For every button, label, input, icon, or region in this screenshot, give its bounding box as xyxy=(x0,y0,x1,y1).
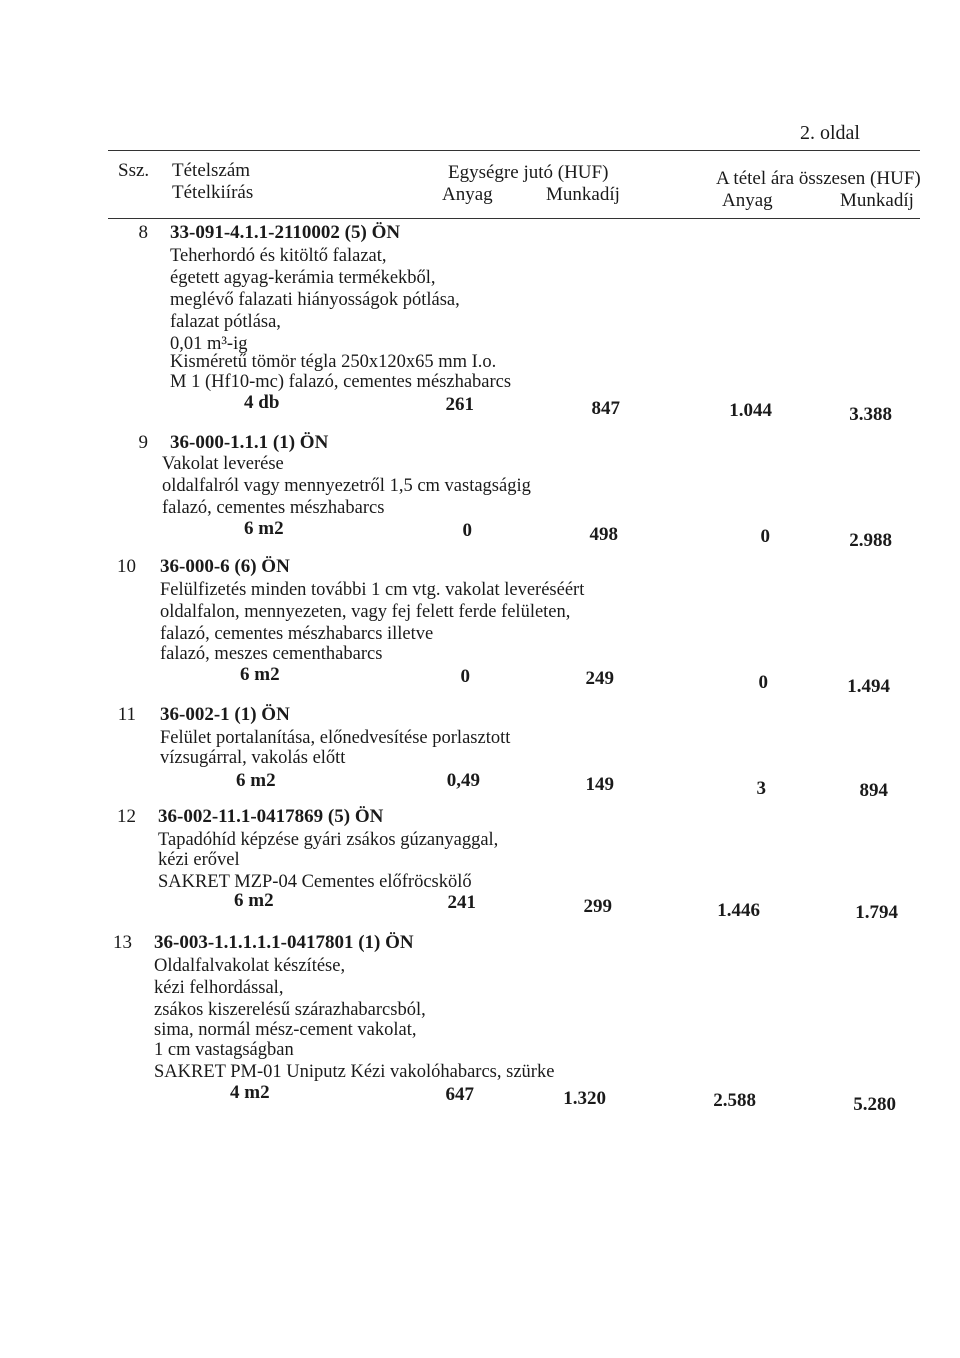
item-description-line: falazat pótlása, xyxy=(170,312,281,332)
item-description-line: falazó, cementes mészhabarcs xyxy=(162,498,385,518)
unit-labor-price: 498 xyxy=(589,524,618,545)
unit-material-price: 0 xyxy=(460,666,470,687)
total-material-price: 1.446 xyxy=(717,900,760,921)
item-description-line: Teherhordó és kitöltő falazat, xyxy=(170,246,387,266)
total-labor-price: 1.794 xyxy=(855,902,898,923)
item-code: 36-003-1.1.1.1.1-0417801 (1) ÖN xyxy=(154,932,414,953)
total-material-price: 0 xyxy=(760,526,770,547)
header-tetelkiiras: Tételkiírás xyxy=(172,182,254,203)
header-total-munkadij: Munkadíj xyxy=(840,190,914,211)
item-number: 12 xyxy=(117,806,136,827)
item-description-line: Felülfizetés minden további 1 cm vtg. vakolat leveréséért xyxy=(160,580,585,600)
item-quantity: 6 m2 xyxy=(244,518,284,539)
item-description-line: falazó, cementes mészhabarcs illetve xyxy=(160,624,434,644)
unit-material-price: 241 xyxy=(447,892,476,913)
total-labor-price: 2.988 xyxy=(849,530,892,551)
header-bottom-rule xyxy=(108,218,920,219)
item-description-line: falazó, meszes cementhabarcs xyxy=(160,644,383,664)
item-quantity: 6 m2 xyxy=(240,664,280,685)
item-quantity: 6 m2 xyxy=(234,890,274,911)
unit-labor-price: 149 xyxy=(585,774,614,795)
item-description-line: meglévő falazati hiányosságok pótlása, xyxy=(170,290,460,310)
item-description-line: vízsugárral, vakolás előtt xyxy=(160,748,346,768)
item-description-line: Vakolat leverése xyxy=(162,454,284,474)
item-description-line: Kisméretű tömör tégla 250x120x65 mm I.o. xyxy=(170,352,497,372)
header-tetelszam: Tételszám xyxy=(172,160,251,181)
item-quantity: 4 db xyxy=(244,392,280,413)
item-description-line: 1 cm vastagságban xyxy=(154,1040,294,1060)
header-top-rule xyxy=(108,150,920,151)
item-code: 36-000-1.1.1 (1) ÖN xyxy=(170,432,329,453)
item-description-line: oldalfalon, mennyezeten, vagy fej felett ferde felületen, xyxy=(160,602,571,622)
item-number: 10 xyxy=(117,556,136,577)
unit-material-price: 0,49 xyxy=(446,770,480,791)
item-code: 36-002-1 (1) ÖN xyxy=(160,704,290,725)
unit-material-price: 0 xyxy=(462,520,472,541)
item-code: 36-002-11.1-0417869 (5) ÖN xyxy=(158,806,384,827)
item-quantity: 6 m2 xyxy=(236,770,276,791)
item-description-line: Oldalfalvakolat készítése, xyxy=(154,956,346,976)
item-description-line: zsákos kiszerelésű szárazhabarcsból, xyxy=(154,1000,426,1020)
total-material-price: 1.044 xyxy=(729,400,772,421)
page-label: 2. oldal xyxy=(800,122,860,144)
header-ssz: Ssz. xyxy=(118,160,150,181)
item-description-line: kézi erővel xyxy=(158,850,240,870)
item-description-line: SAKRET MZP-04 Cementes előfröcskölő xyxy=(158,872,472,892)
unit-labor-price: 1.320 xyxy=(563,1088,606,1109)
total-material-price: 2.588 xyxy=(713,1090,756,1111)
unit-material-price: 261 xyxy=(445,394,474,415)
item-description-line: kézi felhordással, xyxy=(154,978,284,998)
total-labor-price: 3.388 xyxy=(849,404,892,425)
item-description-line: Tapadóhíd képzése gyári zsákos gúzanyaggal, xyxy=(158,830,499,850)
item-description-line: égetett agyag-kerámia termékekből, xyxy=(170,268,436,288)
header-tetel-ara: A tétel ára összesen (HUF) xyxy=(716,168,921,189)
item-number: 8 xyxy=(138,222,148,243)
item-quantity: 4 m2 xyxy=(230,1082,270,1103)
header-unit-anyag: Anyag xyxy=(442,184,493,205)
item-number: 13 xyxy=(113,932,132,953)
unit-labor-price: 299 xyxy=(583,896,612,917)
unit-labor-price: 249 xyxy=(585,668,614,689)
unit-material-price: 647 xyxy=(445,1084,474,1105)
item-description-line: oldalfalról vagy mennyezetről 1,5 cm vastagságig xyxy=(162,476,531,496)
item-description-line: sima, normál mész-cement vakolat, xyxy=(154,1020,417,1040)
item-number: 11 xyxy=(117,704,136,725)
item-number: 9 xyxy=(138,432,148,453)
item-description-line: 0,01 m³-ig xyxy=(170,334,248,354)
header-unit-munkadij: Munkadíj xyxy=(546,184,620,205)
header-total-anyag: Anyag xyxy=(722,190,773,211)
total-labor-price: 5.280 xyxy=(853,1094,896,1115)
total-labor-price: 1.494 xyxy=(847,676,890,697)
total-labor-price: 894 xyxy=(859,780,888,801)
total-material-price: 0 xyxy=(758,672,768,693)
item-description-line: M 1 (Hf10-mc) falazó, cementes mészhabarcs xyxy=(170,372,512,392)
item-description-line: SAKRET PM-01 Uniputz Kézi vakolóhabarcs, szürke xyxy=(154,1062,555,1082)
item-code: 33-091-4.1.1-2110002 (5) ÖN xyxy=(170,222,401,243)
item-description-line: Felület portalanítása, előnedvesítése porlasztott xyxy=(160,728,511,748)
item-code: 36-000-6 (6) ÖN xyxy=(160,556,290,577)
header-egysegre: Egységre jutó (HUF) xyxy=(448,162,609,183)
total-material-price: 3 xyxy=(756,778,766,799)
unit-labor-price: 847 xyxy=(591,398,620,419)
